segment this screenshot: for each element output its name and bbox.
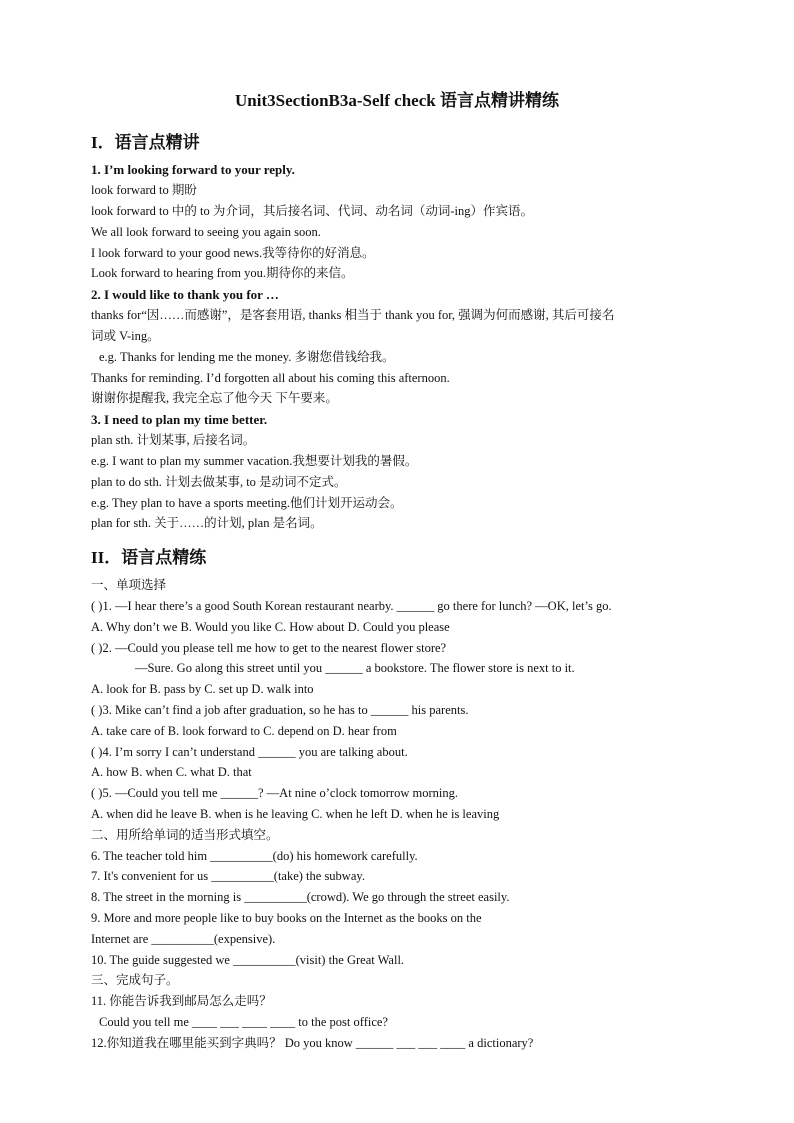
question-2: ( )2. —Could you please tell me how to get to the nearest flower store? bbox=[91, 641, 447, 655]
question-3-options: A. take care of B. look forward to C. depend on D. hear from bbox=[91, 724, 397, 738]
point2-line: e.g. Thanks for lending me the money. 多谢您借钱给我。 bbox=[99, 350, 395, 364]
question-9: 9. More and more people like to buy books on the Internet as the books on the bbox=[91, 911, 482, 925]
point2-line: Thanks for reminding. I’d forgotten all about his coming this afternoon. bbox=[91, 371, 450, 385]
point2-line: 谢谢你提醒我, 我完全忘了他今天 下午要来。 bbox=[91, 391, 338, 405]
point3-line: plan sth. 计划某事, 后接名词。 bbox=[91, 433, 256, 447]
point1-title: 1. I’m looking forward to your reply. bbox=[91, 162, 295, 177]
question-3: ( )3. Mike can’t find a job after graduation, so he has to ______ his parents. bbox=[91, 703, 469, 717]
question-5: ( )5. —Could you tell me ______? —At nine o’clock tomorrow morning. bbox=[91, 786, 458, 800]
point1-line: look forward to 中的 to 为介词，其后接名词、代词、动名词（动词-ing）作宾语。 bbox=[91, 204, 533, 218]
point1-line: Look forward to hearing from you.期待你的来信。 bbox=[91, 266, 354, 280]
point1-line: look forward to 期盼 bbox=[91, 183, 197, 197]
section2-heading: II．语言点精练 bbox=[91, 548, 207, 567]
part2-title: 二、用所给单词的适当形式填空。 bbox=[91, 828, 279, 842]
point2-line: thanks for“因……而感谢”，是客套用语, thanks 相当于 thank you for, 强调为何而感谢, 其后可接名 bbox=[91, 308, 615, 322]
point2-line: 词或 V-ing。 bbox=[91, 329, 160, 343]
question-7: 7. It's convenient for us __________(take) the subway. bbox=[91, 869, 365, 883]
section1-heading: I．语言点精讲 bbox=[91, 133, 200, 152]
point1-line: I look forward to your good news.我等待你的好消息。 bbox=[91, 246, 375, 260]
question-9-continued: Internet are __________(expensive). bbox=[91, 932, 276, 946]
point3-line: plan to do sth. 计划去做某事, to 是动词不定式。 bbox=[91, 475, 347, 489]
point3-line: e.g. They plan to have a sports meeting.他们计划开运动会。 bbox=[91, 496, 403, 510]
question-5-options: A. when did he leave B. when is he leaving C. when he left D. when he is leaving bbox=[91, 807, 500, 821]
point2-title: 2. I would like to thank you for … bbox=[91, 287, 279, 302]
point3-line: e.g. I want to plan my summer vacation.我想要计划我的暑假。 bbox=[91, 454, 418, 468]
question-10: 10. The guide suggested we __________(visit) the Great Wall. bbox=[91, 953, 405, 967]
point1-line: We all look forward to seeing you again soon. bbox=[91, 225, 321, 239]
question-4-options: A. how B. when C. what D. that bbox=[91, 765, 252, 779]
point3-title: 3. I need to plan my time better. bbox=[91, 412, 268, 427]
question-2-options: A. look for B. pass by C. set up D. walk into bbox=[91, 682, 314, 696]
question-4: ( )4. I’m sorry I can’t understand ______ you are talking about. bbox=[91, 745, 408, 759]
document-title: Unit3SectionB3a-Self check 语言点精讲精练 bbox=[235, 91, 559, 110]
question-11: 11. 你能告诉我到邮局怎么走吗？ bbox=[91, 994, 272, 1008]
question-11-answer-line: Could you tell me ____ ___ ____ ____ to the post office? bbox=[99, 1015, 388, 1029]
question-1: ( )1. —I hear there’s a good South Korean restaurant nearby. ______ go there for lunch? —OK, let’s go. bbox=[91, 599, 612, 613]
question-8: 8. The street in the morning is __________(crowd). We go through the street easily. bbox=[91, 890, 510, 904]
part3-title: 三、完成句子。 bbox=[91, 973, 179, 987]
question-12: 12.你知道我在哪里能买到字典吗？ Do you know ______ ___ ___ ____ a dictionary? bbox=[91, 1036, 534, 1050]
question-2-response: —Sure. Go along this street until you ______ a bookstore. The flower store is next to it. bbox=[135, 661, 575, 675]
point3-line: plan for sth. 关于……的计划, plan 是名词。 bbox=[91, 516, 323, 530]
question-1-options: A. Why don’t we B. Would you like C. How about D. Could you please bbox=[91, 620, 450, 634]
part1-title: 一、单项选择 bbox=[91, 578, 167, 592]
question-6: 6. The teacher told him __________(do) his homework carefully. bbox=[91, 849, 418, 863]
